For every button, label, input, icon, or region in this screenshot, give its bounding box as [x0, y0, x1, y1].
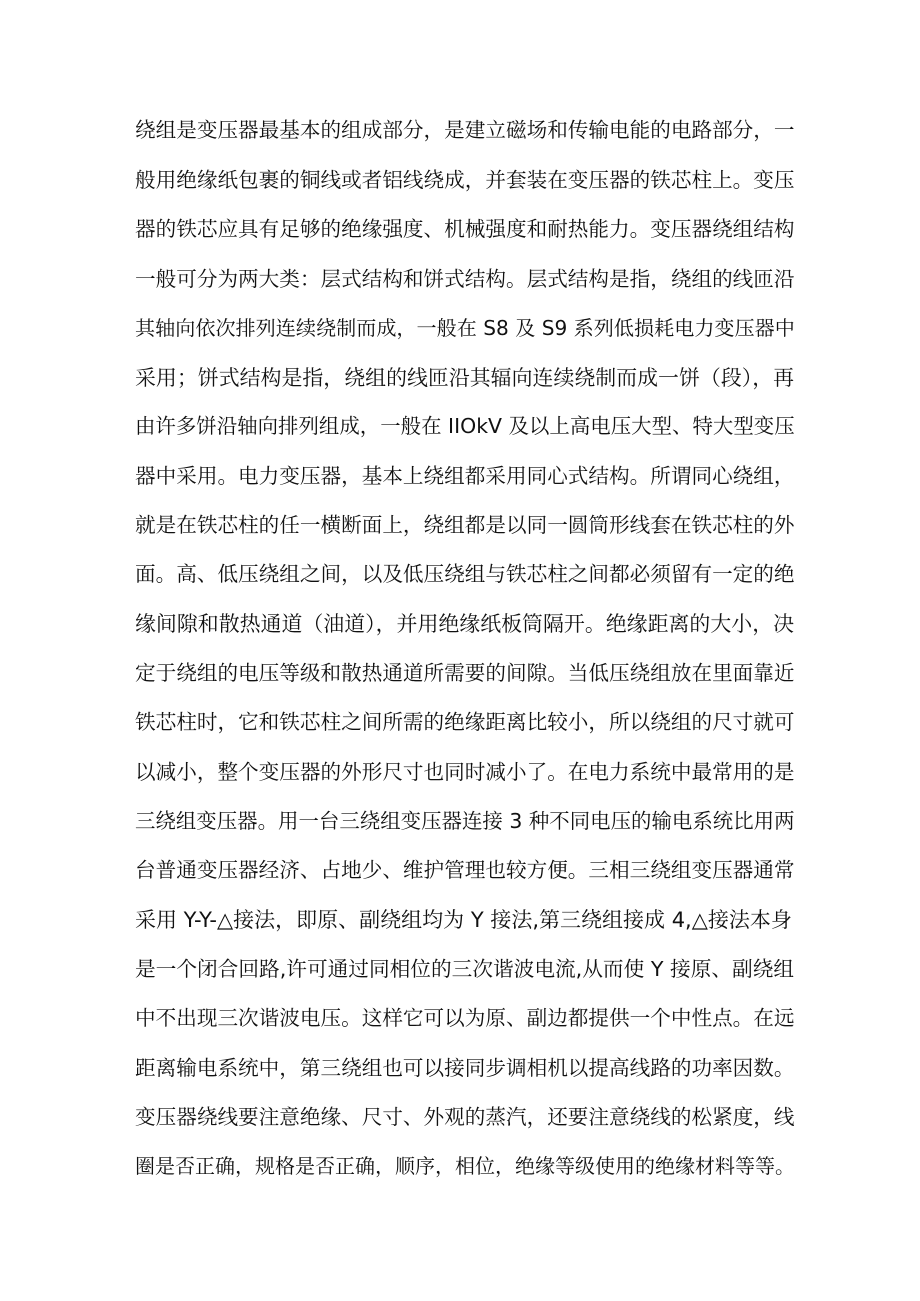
- paragraph-line-18: 是一个闭合回路,许可通过同相位的三次谐波电流,从而使 Y 接原、副绕组: [135, 957, 795, 981]
- paragraph-line-4: 一般可分为两大类：层式结构和饼式结构。层式结构是指，绕组的线匝沿: [135, 267, 795, 291]
- paragraph-line-21: 变压器绕线要注意绝缘、尺寸、外观的蒸汽，还要注意绕线的松紧度，线: [135, 1105, 795, 1129]
- paragraph-line-19: 中不出现三次谐波电压。这样它可以为原、副边都提供一个中性点。在远: [135, 1006, 795, 1030]
- paragraph-line-13: 铁芯柱时，它和铁芯柱之间所需的绝缘距离比较小，所以绕组的尺寸就可: [135, 710, 795, 734]
- paragraph-line-3: 器的铁芯应具有足够的绝缘强度、机械强度和耐热能力。变压器绕组结构: [135, 217, 795, 241]
- paragraph-line-17: 采用 Y-Y-△接法，即原、副绕组均为 Y 接法,第三绕组接成 4,△接法本身: [135, 908, 792, 932]
- paragraph-line-12: 定于绕组的电压等级和散热通道所需要的间隙。当低压绕组放在里面靠近: [135, 661, 795, 685]
- paragraph-line-22: 圈是否正确，规格是否正确，顺序，相位，绝缘等级使用的绝缘材料等等。: [135, 1154, 795, 1178]
- paragraph-line-8: 器中采用。电力变压器，基本上绕组都采用同心式结构。所谓同心绕组，: [135, 464, 795, 488]
- paragraph-line-15: 三绕组变压器。用一台三绕组变压器连接 3 种不同电压的输电系统比用两: [135, 809, 795, 833]
- paragraph-line-14: 以减小，整个变压器的外形尺寸也同时减小了。在电力系统中最常用的是: [135, 760, 795, 784]
- paragraph-line-10: 面。高、低压绕组之间，以及低压绕组与铁芯柱之间都必须留有一定的绝: [135, 562, 795, 586]
- paragraph-line-9: 就是在铁芯柱的任一横断面上，绕组都是以同一圆筒形线套在铁芯柱的外: [135, 513, 795, 537]
- paragraph-line-11: 缘间隙和散热通道（油道），并用绝缘纸板筒隔开。绝缘距离的大小，决: [135, 612, 795, 636]
- paragraph-line-2: 般用绝缘纸包裹的铜线或者铝线绕成，并套装在变压器的铁芯柱上。变压: [135, 168, 795, 192]
- paragraph-line-20: 距离输电系统中，第三绕组也可以接同步调相机以提高线路的功率因数。: [135, 1056, 795, 1080]
- paragraph-line-5: 其轴向依次排列连续绕制而成，一般在 S8 及 S9 系列低损耗电力变压器中: [135, 316, 795, 340]
- paragraph-line-1: 绕组是变压器最基本的组成部分，是建立磁场和传输电能的电路部分，一: [135, 118, 795, 142]
- paragraph-line-6: 采用；饼式结构是指，绕组的线匝沿其辐向连续绕制而成一饼（段），再: [135, 366, 795, 390]
- paragraph-line-16: 台普通变压器经济、占地少、维护管理也较方便。三相三绕组变压器通常: [135, 858, 795, 882]
- paragraph-line-7: 由许多饼沿轴向排列组成，一般在 IIOkV 及以上高电压大型、特大型变压: [135, 414, 795, 438]
